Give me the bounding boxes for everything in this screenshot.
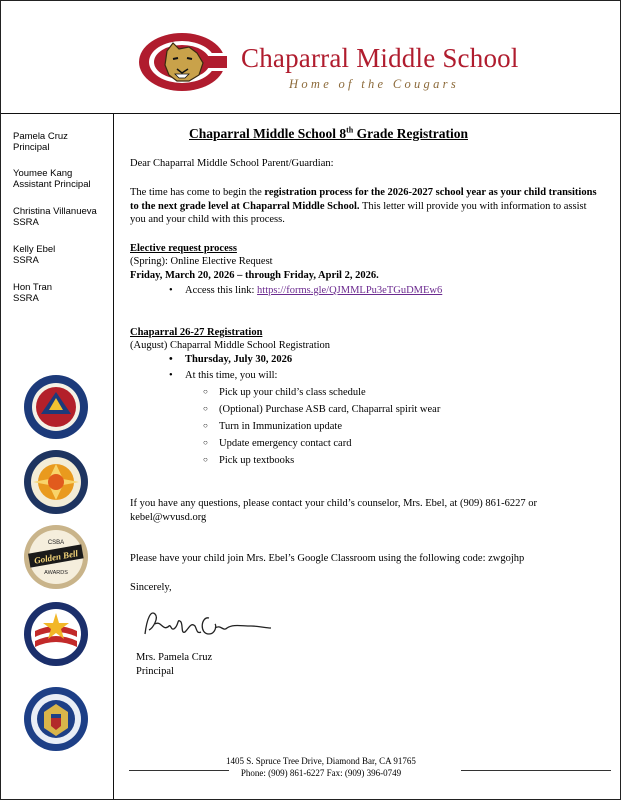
signer-name: Mrs. Pamela Cruz — [136, 652, 213, 663]
registration-task-item: ○ Pick up your child’s class schedule — [219, 386, 366, 399]
footer-address: 1405 S. Spruce Tree Drive, Diamond Bar, CA 91765 — [226, 756, 416, 766]
intro-text-end: This letter will provide you with information to assist you and your child with this process. — [130, 200, 587, 226]
distinguished-school-seal-icon — [23, 374, 89, 440]
letter-title — [189, 125, 468, 142]
staff-name: Pamela Cruz — [13, 131, 68, 142]
elective-access-item — [185, 284, 442, 297]
greeting: Dear Chaparral Middle School Parent/Guardian: — [130, 158, 334, 169]
questions-paragraph: If you have any questions, please contact your child’s counselor, Mrs. Ebel, at (909) 861-6227 or kebel@wvusd.org — [130, 498, 537, 523]
elective-dates: Friday, March 20, 2026 – through Friday, April 2, 2026. — [130, 270, 379, 281]
footer-divider — [461, 770, 611, 771]
elective-heading: Elective request process — [130, 243, 237, 254]
staff-entry — [13, 282, 113, 305]
staff-entry — [13, 206, 113, 229]
signature-icon — [141, 604, 276, 646]
registration-task-item: ○ Pick up textbooks — [219, 454, 294, 467]
national-blue-ribbon-seal-icon — [23, 686, 89, 752]
staff-name: Hon Tran — [13, 282, 53, 293]
letterhead — [1, 1, 620, 114]
signer-title: Principal — [136, 666, 174, 677]
title-text-a: Chaparral Middle School 8 — [189, 126, 347, 141]
staff-title: SSRA — [13, 217, 39, 229]
staff-title: Assistant Principal — [13, 179, 91, 191]
golden-bell-seal-icon — [23, 524, 89, 590]
california-distinguished-school-seal-icon — [23, 601, 89, 667]
staff-title: SSRA — [13, 255, 39, 267]
cougar-logo-icon — [137, 31, 227, 93]
registration-task-item: ○ Update emergency contact card — [219, 437, 351, 450]
intro-bold-text: registration process for the 2026-2027 school year as your child transitions to the next grade level at Chaparral Middle School. — [130, 187, 597, 212]
title-text-b: Grade Registration — [353, 126, 468, 141]
elective-form-link[interactable]: https://forms.gle/QJMMLPu3eTGuDMEw6 — [257, 285, 443, 296]
registration-will: • At this time, you will: — [185, 369, 277, 382]
seal-awards-text: AWARDS — [44, 570, 68, 576]
staff-name: Christina Villanueva — [13, 206, 97, 217]
registration-date: • Thursday, July 30, 2026 — [185, 353, 292, 366]
footer-address-block — [226, 756, 416, 779]
closing: Sincerely, — [130, 582, 172, 593]
school-name: Chaparral Middle School — [241, 43, 519, 73]
title-sup: th — [346, 125, 354, 135]
seal-csba-text: CSBA — [47, 540, 65, 546]
footer-phone: Phone: (909) 861-6227 Fax: (909) 396-0749 — [240, 767, 402, 778]
staff-name: Kelly Ebel — [13, 244, 56, 255]
elective-access-text: Access this link: — [185, 285, 258, 296]
staff-title: SSRA — [13, 293, 39, 305]
intro-text: The time has come to begin the — [130, 187, 265, 198]
elective-line: (Spring): Online Elective Request — [130, 256, 273, 267]
staff-title: Principal — [13, 142, 50, 154]
staff-entry — [13, 131, 113, 154]
staff-name: Youmee Kang — [13, 168, 73, 179]
classroom-paragraph: Please have your child join Mrs. Ebel’s Google Classroom using the following code: zwgojhp — [130, 553, 525, 564]
seal-golden-bell-text: Golden Bell — [33, 548, 79, 566]
staff-entry — [13, 244, 113, 267]
intro-paragraph — [130, 186, 600, 227]
school-tagline: Home of the Cougars — [289, 77, 459, 91]
registration-task-item: ○ (Optional) Purchase ASB card, Chaparral spirit wear — [219, 403, 440, 416]
staff-entry — [13, 168, 113, 191]
registration-heading: Chaparral 26-27 Registration — [130, 327, 263, 338]
registration-line: (August) Chaparral Middle School Registration — [130, 340, 331, 351]
california-seal-icon — [23, 449, 89, 515]
registration-task-item: ○ Turn in Immunization update — [219, 420, 342, 433]
